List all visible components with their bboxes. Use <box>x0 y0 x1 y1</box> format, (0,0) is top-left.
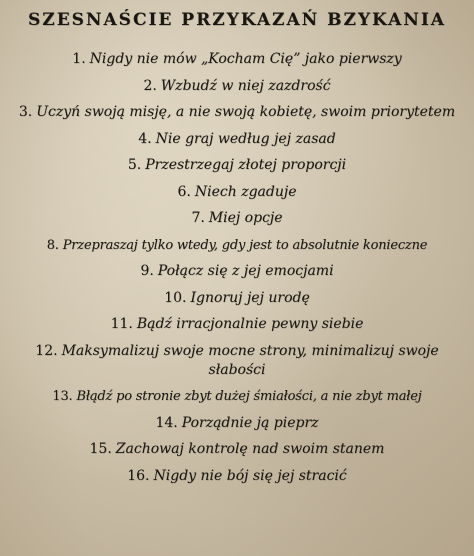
rule-item <box>8 387 466 406</box>
rule-item <box>8 440 466 459</box>
rule-item <box>8 130 466 149</box>
rule-item <box>8 342 466 380</box>
rule-text: Błądź po stronie zbyt dużej śmiałości, a nie zbyt małej <box>76 389 422 404</box>
rule-item <box>8 262 466 281</box>
rule-text: Zachowaj kontrolę nad swoim stanem <box>115 441 385 457</box>
rule-item <box>8 236 466 255</box>
rule-text: Przepraszaj tylko wtedy, gdy jest to absolutnie konieczne <box>62 237 428 253</box>
rule-number: 13. <box>52 389 73 404</box>
rule-text: Miej opcje <box>208 210 283 226</box>
rule-number: 11. <box>110 316 133 332</box>
rule-number: 3. <box>18 104 33 120</box>
rule-text: Bądź irracjonalnie pewny siebie <box>136 316 364 332</box>
rule-number: 16. <box>127 467 150 484</box>
rule-text: Uczyń swoją misję, a nie swoją kobietę, swoim priorytetem <box>36 104 456 120</box>
rule-item <box>8 289 466 308</box>
rules-list <box>8 50 466 486</box>
rule-text: Wzbudź w niej zazdrość <box>160 77 331 94</box>
rule-item <box>8 77 466 96</box>
rule-number: 12. <box>35 342 58 359</box>
rule-item <box>8 50 466 69</box>
rule-item <box>8 209 466 228</box>
rule-number: 8. <box>46 237 59 253</box>
rule-item <box>8 103 466 122</box>
rule-text: Niech zgaduje <box>194 183 297 200</box>
rule-number: 5. <box>127 157 142 173</box>
rule-item <box>8 183 466 202</box>
rule-number: 2. <box>143 77 157 94</box>
rule-number: 9. <box>140 263 154 279</box>
rule-item <box>8 414 466 433</box>
rule-number: 14. <box>155 414 178 431</box>
rule-number: 15. <box>89 441 112 457</box>
rule-number: 4. <box>138 130 152 147</box>
rule-item <box>8 315 466 334</box>
rule-text: Nigdy nie bój się jej stracić <box>153 467 347 484</box>
rule-text: Nie graj według jej zasad <box>155 130 336 147</box>
rule-item <box>8 156 466 175</box>
rule-text: Ignoruj jej urodę <box>190 289 310 306</box>
page-title: SZESNAŚCIE PRZYKAZAŃ BZYKANIA <box>28 10 446 30</box>
rule-item <box>8 467 466 486</box>
rule-number: 10. <box>164 289 187 306</box>
rule-text: Maksymalizuj swoje mocne strony, minimalizuj swoje słabości <box>61 342 439 378</box>
rule-number: 1. <box>72 51 86 67</box>
rule-text: Połącz się z jej emocjami <box>157 263 334 279</box>
rule-text: Porządnie ją pieprz <box>181 414 319 431</box>
rule-number: 7. <box>191 210 205 226</box>
rule-text: Przestrzegaj złotej proporcji <box>145 157 347 173</box>
rule-number: 6. <box>177 183 191 200</box>
rule-text: Nigdy nie mów „Kocham Cię” jako pierwszy <box>89 51 402 67</box>
